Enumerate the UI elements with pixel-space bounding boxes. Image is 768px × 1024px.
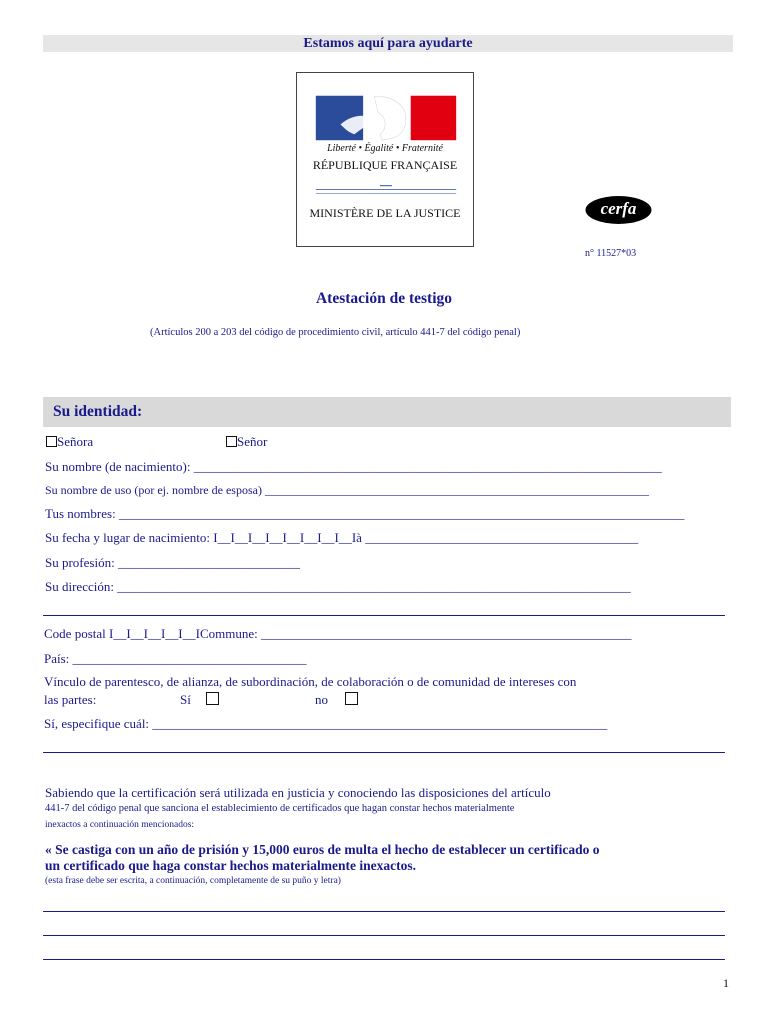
- especifique-extra-line[interactable]: [43, 751, 725, 753]
- field-nombre[interactable]: Su nombre (de nacimiento): ________________________________________________________________________: [45, 459, 662, 474]
- handwriting-line[interactable]: [43, 910, 725, 912]
- logo-ministry: MINISTÈRE DE LA JUSTICE: [309, 206, 461, 220]
- field-nombres[interactable]: Tus nombres: _______________________________________________________________________________________: [45, 506, 685, 521]
- section-heading: Su identidad:: [53, 403, 143, 420]
- option-senor[interactable]: [226, 434, 267, 450]
- document-title: Atestación de testigo: [315, 290, 453, 307]
- vinculo-text-1: Vínculo de parentesco, de alianza, de subordinación, de colaboración o de comunidad de intereses con: [44, 674, 577, 689]
- penalty-quote-2: un certificado que haga constar hechos materialmente inexactos.: [45, 858, 416, 873]
- direccion-extra-line[interactable]: [43, 614, 725, 616]
- penalty-quote-1: « Se castiga con un año de prisión y 15,000 euros de multa el hecho de establecer un certificado o: [45, 842, 600, 857]
- handwriting-note: (esta frase debe ser escrita, a continuación, completamente de su puño y letra): [45, 876, 341, 886]
- senora-label: Señora: [57, 434, 94, 449]
- senor-label: Señor: [237, 434, 268, 449]
- ministry-logo: [296, 72, 474, 247]
- option-senora[interactable]: [46, 434, 93, 450]
- handwriting-line[interactable]: [43, 958, 725, 960]
- senor-checkbox[interactable]: [226, 436, 237, 447]
- cerfa-number: n° 11527*03: [585, 248, 637, 259]
- section-header-identity: [43, 397, 731, 427]
- top-banner: [43, 35, 733, 52]
- vinculo-text-2: las partes:: [44, 692, 97, 707]
- declaration-line-2: 441-7 del código penal que sanciona el establecimiento de certificados que hagan constar hechos materialmente: [45, 803, 515, 814]
- senora-checkbox[interactable]: [46, 436, 57, 447]
- si-checkbox[interactable]: [206, 692, 219, 705]
- si-label: Sí: [180, 692, 191, 707]
- logo-republic: RÉPUBLIQUE FRANÇAISE: [312, 158, 458, 172]
- option-no[interactable]: [315, 692, 358, 708]
- logo-motto: Liberté • Égalité • Fraternité: [327, 143, 443, 154]
- declaration-line-1: Sabiendo que la certificación será utilizada en justicia y conociendo las disposiciones del artículo: [45, 785, 551, 800]
- page-number: 1: [723, 976, 729, 990]
- field-profesion[interactable]: Su profesión: ____________________________: [45, 555, 300, 570]
- cerfa-logo: [585, 195, 652, 225]
- field-pais[interactable]: País: ____________________________________: [44, 651, 307, 666]
- cerfa-logo-text: cerfa: [600, 199, 637, 218]
- field-especifique[interactable]: Sí, especifique cuál: ______________________________________________________________________: [44, 716, 608, 731]
- field-nombre-uso[interactable]: Su nombre de uso (por ej. nombre de esposa) ________________________________________________________________: [45, 483, 649, 497]
- handwriting-line[interactable]: [43, 934, 725, 936]
- document-subtitle: (Artículos 200 a 203 del código de procedimiento civil, artículo 441-7 del código penal): [150, 327, 521, 338]
- field-fecha-lugar[interactable]: Su fecha y lugar de nacimiento: I__I__I__I__I__I__I__I__Ià __________________________________________: [45, 530, 639, 545]
- field-code-postal[interactable]: Code postal I__I__I__I__I__ICommune: _________________________________________________________: [44, 626, 632, 641]
- declaration-line-3: inexactos a continuación mencionados:: [45, 820, 195, 830]
- no-checkbox[interactable]: [345, 692, 358, 705]
- field-direccion[interactable]: Su dirección: _______________________________________________________________________________: [45, 579, 631, 594]
- no-label: no: [315, 692, 328, 707]
- option-si[interactable]: [180, 692, 219, 708]
- banner-text: Estamos aquí para ayudarte: [303, 36, 473, 51]
